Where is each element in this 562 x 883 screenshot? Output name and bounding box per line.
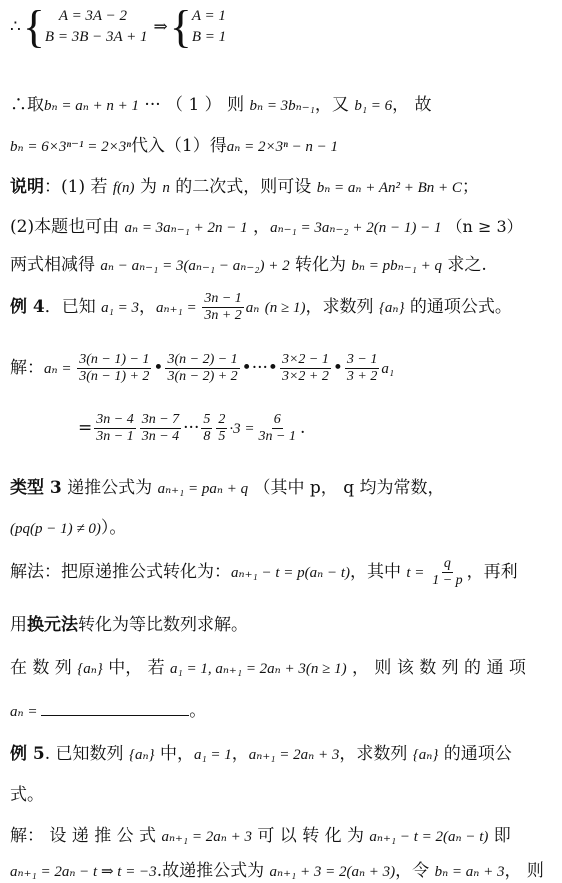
- formula: a₁ = 1: [193, 747, 232, 763]
- type-label: 类型 3: [10, 478, 62, 498]
- implies-symbol: ⇒: [153, 17, 168, 37]
- solution-5-line-2: [10, 856, 544, 881]
- fraction-denominator: 3 + 2: [346, 369, 378, 384]
- fraction: [280, 352, 331, 385]
- fraction: [257, 412, 298, 445]
- fraction-denominator: 3n − 1: [96, 429, 134, 444]
- formula: bₙ = aₙ + 3: [434, 864, 505, 880]
- fraction: [140, 412, 181, 445]
- text: 。: [189, 701, 207, 721]
- system-results: [192, 6, 226, 48]
- equation-system: [10, 1, 227, 52]
- result-row-2: B = 1: [191, 29, 227, 45]
- solution-label: 解: [10, 826, 27, 846]
- equals-sign: =: [78, 418, 93, 438]
- text: 中， 若: [102, 658, 171, 678]
- fraction-numerator: 2: [218, 412, 226, 427]
- formula: aₙ₊₁ − t = 2(aₙ − t): [369, 829, 489, 845]
- text: 的二次式，则可设: [169, 177, 317, 197]
- fraction-numerator: 6: [273, 412, 281, 427]
- fraction-denominator: 3n − 1: [258, 429, 296, 444]
- formula: aₙ: [245, 300, 260, 316]
- formula: ·3 =: [229, 421, 255, 437]
- formula: bₙ = pbₙ₋₁ + q: [351, 258, 442, 274]
- solution-4-line-2: [78, 412, 305, 445]
- note-line-1: [10, 172, 479, 197]
- formula: aₙ₊₁ = 2aₙ + 3: [161, 829, 252, 845]
- fraction: [77, 352, 151, 385]
- text: 为: [134, 177, 163, 197]
- formula: a₁ = 1, aₙ₊₁ = 2aₙ + 3(n ≥ 1): [170, 661, 347, 677]
- text: 求之.: [441, 255, 487, 275]
- solution-label: 解：: [10, 358, 44, 378]
- text: ， 则 该 数 列 的 通 项: [346, 658, 526, 678]
- text: 的通项公: [438, 744, 512, 764]
- left-brace: {: [22, 1, 45, 52]
- formula: f(n): [112, 180, 135, 196]
- text: ，: [139, 297, 156, 317]
- dot: •: [332, 358, 343, 378]
- formula: a₁: [381, 361, 395, 377]
- bold-term: 换元法: [27, 615, 78, 635]
- right-side-brace: {: [169, 1, 192, 52]
- fraction-denominator: 3(n − 2) + 2: [167, 369, 238, 384]
- formula: aₙ₊₁ − t = p(aₙ − t): [231, 565, 350, 581]
- method-line-2: [10, 610, 248, 635]
- text: 中，: [154, 744, 194, 764]
- text: ）。: [100, 518, 127, 538]
- fraction: [430, 556, 464, 589]
- formula: aₙ₊₁ =: [156, 300, 201, 316]
- text: 两式相减得: [10, 255, 101, 275]
- formula: aₙ =: [44, 361, 76, 377]
- formula: aₙ =: [10, 704, 42, 720]
- fraction-numerator: 3n − 1: [204, 291, 242, 306]
- formula: aₙ₊₁ = 2aₙ + 3: [248, 747, 340, 763]
- formula: (pq(p − 1) ≠ 0): [10, 521, 101, 537]
- system-rows: [45, 6, 148, 48]
- result-row-1: A = 1: [191, 8, 226, 24]
- text: 递推公式为: [61, 478, 158, 498]
- dot: •: [153, 358, 164, 378]
- fraction-numerator: 3n − 7: [141, 412, 180, 427]
- text: 解法：把原递推公式转化为：: [10, 562, 231, 582]
- fraction-numerator: q: [443, 556, 451, 571]
- text-line-1: [10, 90, 432, 115]
- text: 式。: [10, 785, 44, 805]
- text: 在 数 列: [10, 658, 78, 678]
- text: ∴取: [10, 95, 44, 115]
- answer-blank[interactable]: [41, 715, 189, 716]
- text: ，再利: [466, 562, 518, 582]
- dot: •: [267, 358, 278, 378]
- fraction: [94, 412, 135, 445]
- formula: aₙ = 3aₙ₋₁ + 2n − 1: [124, 220, 248, 236]
- type-3-line-1: [10, 473, 445, 498]
- note-label: 说明: [10, 177, 44, 197]
- text: ，求数列: [339, 744, 413, 764]
- formula: aₙ₋₁ = 3aₙ₋₂ + 2(n − 1) − 1: [270, 220, 442, 236]
- text: ，求数列: [305, 297, 379, 317]
- fraction-denominator: 3n + 2: [204, 308, 242, 323]
- formula: {aₙ}: [77, 661, 103, 677]
- text: ．已知: [44, 297, 102, 317]
- formula: aₙ = 2×3ⁿ − n − 1: [226, 139, 339, 155]
- example-5-line-2: [10, 780, 44, 805]
- fraction-numerator: 3(n − 2) − 1: [167, 352, 238, 367]
- fraction-denominator: 5: [218, 429, 226, 444]
- note-line-2: [10, 212, 523, 237]
- text: 转化为: [289, 255, 352, 275]
- fraction-denominator: 8: [203, 429, 211, 444]
- text: .故递推公式为: [156, 861, 270, 881]
- example-label: 例 5: [10, 744, 45, 764]
- fraction-denominator: 3n − 4: [141, 429, 180, 444]
- text: ： 设 递 推 公 式: [27, 826, 162, 846]
- type-3-line-2: [10, 513, 126, 538]
- method-line-1: [10, 556, 518, 589]
- solution-4-line-1: [10, 352, 394, 385]
- text: 可 以 转 化 为: [251, 826, 370, 846]
- text: （其中 p， q 均为常数，: [248, 478, 445, 498]
- fraction-numerator: 3×2 − 1: [281, 352, 329, 367]
- formula: b₁ = 6: [354, 98, 393, 114]
- formula: {aₙ}: [412, 747, 439, 763]
- example-4-line: [10, 291, 512, 324]
- formula: (n ≥ 1): [264, 300, 306, 316]
- ellipsis: ···: [251, 358, 268, 378]
- text: 即: [488, 826, 511, 846]
- fraction-denominator: 1 − p: [432, 573, 463, 588]
- fraction-denominator: 3(n − 1) + 2: [79, 369, 150, 384]
- formula: n: [162, 180, 170, 196]
- text: ，令: [395, 861, 435, 881]
- therefore-symbol: ∴: [10, 17, 21, 37]
- text: ， 故: [392, 95, 432, 115]
- text: 代入（1）得: [130, 136, 227, 156]
- text: ，其中: [349, 562, 407, 582]
- formula: aₙ − aₙ₋₁ = 3(aₙ₋₁ − aₙ₋₂) + 2: [100, 258, 290, 274]
- formula: bₙ = aₙ + An² + Bn + C: [316, 180, 462, 196]
- fraction-denominator: 3×2 + 2: [281, 369, 329, 384]
- question-line-2: [10, 696, 206, 721]
- solution-5-line-1: [10, 821, 511, 846]
- text: ··· （ 1 ） 则: [139, 95, 250, 115]
- formula: {aₙ}: [378, 300, 405, 316]
- period: .: [299, 418, 306, 438]
- text: . 已知数列: [44, 744, 129, 764]
- dot: •: [241, 358, 252, 378]
- question-line-1: [10, 653, 526, 678]
- example-5-line-1: [10, 739, 512, 764]
- fraction: [202, 291, 243, 324]
- fraction: [201, 412, 212, 445]
- formula: aₙ₊₁ = paₙ + q: [157, 481, 249, 497]
- fraction-numerator: 5: [203, 412, 211, 427]
- text: (2)本题也可由: [10, 217, 125, 237]
- system-row-1: A = 3A − 2: [58, 8, 127, 24]
- fraction-numerator: 3(n − 1) − 1: [79, 352, 150, 367]
- text: ， 则: [504, 861, 544, 881]
- text: ，又: [314, 95, 355, 115]
- text: ，: [231, 744, 249, 764]
- formula: aₙ₊₁ = 2aₙ − t ⇒ t = −3: [10, 864, 157, 880]
- ellipsis: ···: [183, 418, 200, 438]
- system-block: [10, 1, 227, 52]
- formula: bₙ = aₙ + n + 1: [44, 98, 140, 114]
- fraction-numerator: 3 − 1: [346, 352, 378, 367]
- formula: a₁ = 3: [101, 300, 139, 316]
- fraction: [165, 352, 239, 385]
- note-line-3: [10, 250, 487, 275]
- example-label: 例 4: [10, 297, 45, 317]
- fraction: [216, 412, 227, 445]
- text: 的通项公式。: [404, 297, 512, 317]
- text: ；: [461, 177, 479, 197]
- text: （n ≥ 3）: [441, 217, 523, 236]
- text: 转化为等比数列求解。: [78, 615, 248, 635]
- formula: aₙ₊₁ + 3 = 2(aₙ + 3): [269, 864, 396, 880]
- text: 用: [10, 615, 27, 635]
- text-line-2: [10, 131, 338, 156]
- text: ：(1) 若: [44, 177, 113, 197]
- system-row-2: B = 3B − 3A + 1: [44, 29, 148, 45]
- fraction: [345, 352, 379, 385]
- formula: t =: [406, 565, 429, 581]
- formula: {aₙ}: [128, 747, 155, 763]
- text: ，: [247, 217, 271, 237]
- formula: bₙ = 3bₙ₋₁: [249, 98, 315, 114]
- formula: bₙ = 6×3ⁿ⁻¹ = 2×3ⁿ: [10, 139, 131, 155]
- fraction-numerator: 3n − 4: [96, 412, 134, 427]
